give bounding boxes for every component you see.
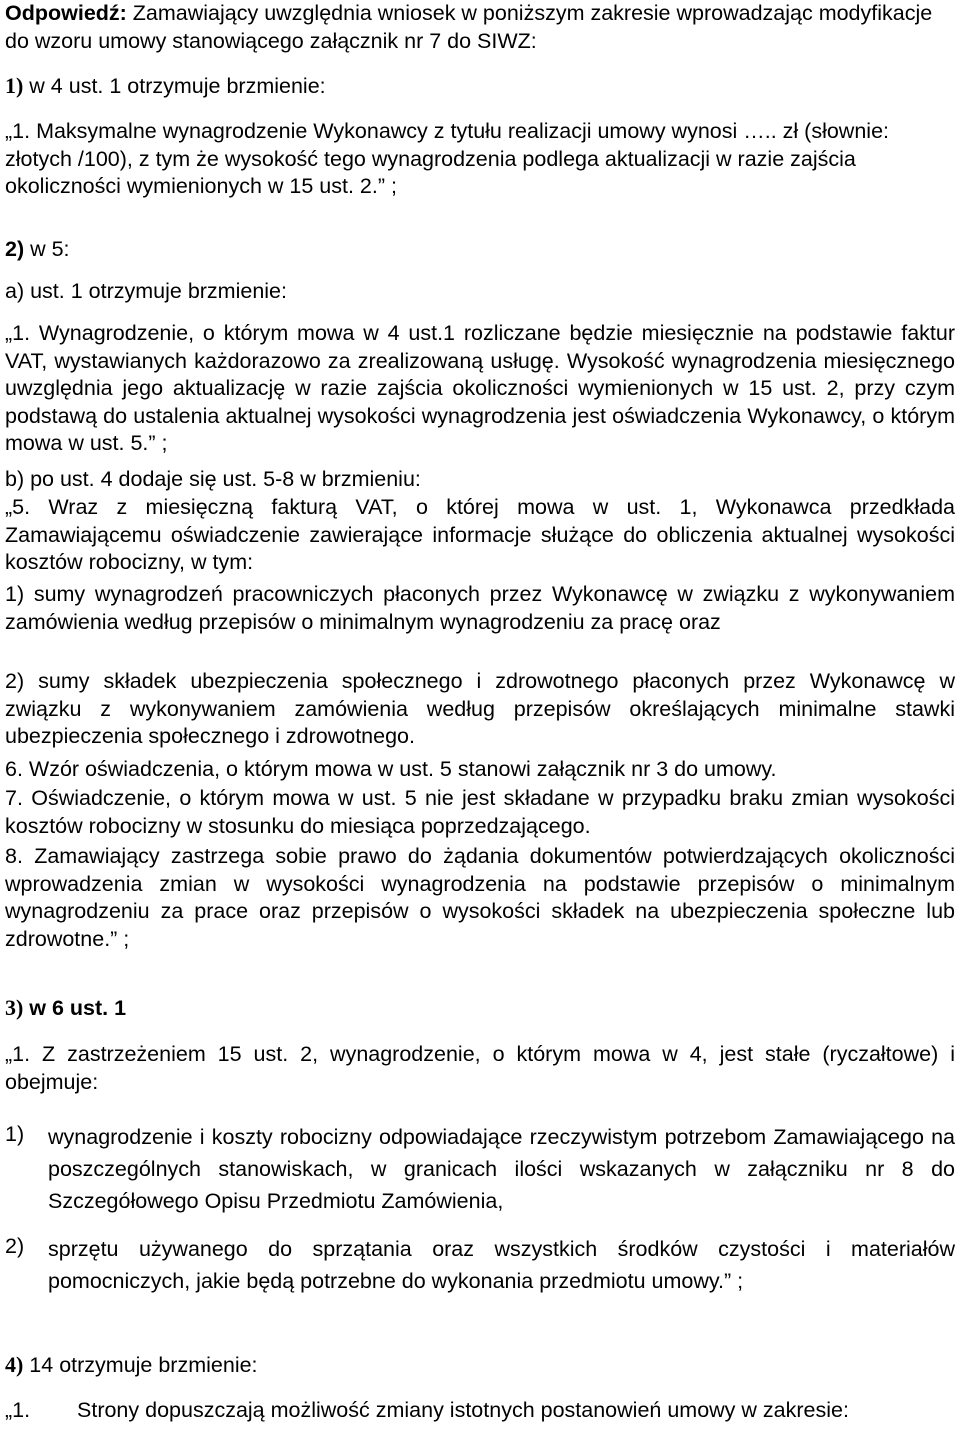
answer-text: Zamawiający uwzględnia wniosek w poniższym zakresie wprowadzając modyfikacje do wzoru umowy stanowiącego załącznik nr 7 do SIWZ: <box>5 1 933 53</box>
section-3-number: 3) <box>5 995 24 1020</box>
section-3-list-item-1 <box>5 1121 955 1211</box>
section-3-body: „1. Z zastrzeżeniem 15 ust. 2, wynagrodzenie, o którym mowa w 4, jest stałe (ryczałtowe) i obejmuje: <box>5 1042 955 1094</box>
section-4-title: 14 otrzymuje brzmienie: <box>23 1353 258 1377</box>
section-1-number: 1) <box>5 73 24 98</box>
section-2-title: w 5: <box>24 237 70 261</box>
section-3-heading <box>5 994 955 1023</box>
section-3-list-item-1-text: wynagrodzenie i koszty robocizny odpowiadające rzeczywistym potrzebom Zamawiającego na poszczególnych stanowiskach, w granicach ilości wskazanych w załączniku nr 8 do Szczegółowego Opisu Przedmiotu Zamówienia, <box>48 1125 955 1213</box>
answer-label: Odpowiedź: <box>5 1 127 25</box>
section-2b-paragraph-5-item-2: 2) sumy składek ubezpieczenia społecznego i zdrowotnego płaconych przez Wykonawcę w związku z wykonywaniem zamówienia według przepisów określających minimalne stawki ubezpieczenia społecznego i zdrowotnego. <box>5 669 955 748</box>
section-2b-paragraph-5-item-1: 1) sumy wynagrodzeń pracowniczych płaconych przez Wykonawcę w związku z wykonywaniem zamówienia według przepisów o minimalnym wynagrodzeniu za pracę oraz <box>5 582 955 634</box>
section-1-body: „1. Maksymalne wynagrodzenie Wykonawcy z tytułu realizacji umowy wynosi ….. zł (słownie: złotych /100), z tym że wysokość tego wynagrodzenia podlega aktualizacji w razie zajścia okoliczności wymienionych w 15 ust. 2.” ; <box>5 119 889 198</box>
section-1-heading <box>5 72 955 101</box>
section-3-list-item-2-text: sprzętu używanego do sprzątania oraz wszystkich środków czystości i materiałów pomocniczych, jakie będą potrzebne do wykonania przedmiotu umowy.” ; <box>48 1237 955 1293</box>
section-3-list-item-2 <box>5 1233 955 1293</box>
section-2b-paragraph-8: 8. Zamawiający zastrzega sobie prawo do żądania dokumentów potwierdzających okoliczności wprowadzenia zmian w wysokości wynagrodzenia na podstawie przepisów o minimalnym wynagrodzeniu za prace oraz przepisów o wysokości składek na ubezpieczenia społeczne lub zdrowotne.” ; <box>5 844 955 951</box>
section-2b-paragraph-6: 6. Wzór oświadczenia, o którym mowa w ust. 5 stanowi załącznik nr 3 do umowy. <box>5 757 777 781</box>
section-4-number: 4) <box>5 1352 24 1377</box>
section-2a-heading: a) ust. 1 otrzymuje brzmienie: <box>5 279 287 303</box>
section-3-list-item-2-number: 2) <box>5 1234 25 1258</box>
section-2-number: 2) <box>5 237 25 261</box>
answer-paragraph <box>5 0 955 55</box>
section-2a-body: „1. Wynagrodzenie, o którym mowa w 4 ust.1 rozliczane będzie miesięcznie na podstawie faktur VAT, wystawianych każdorazowo za zrealizowaną usługę. Wysokość wynagrodzenia miesięcznego uwzględnia jego aktualizację w razie zajścia okoliczności wymienionych w 15 ust. 2, przy czym podstawą do ustalenia aktualnej wysokości wynagrodzenia jest oświadczenia Wykonawcy, o którym mowa w ust. 5.” ; <box>5 321 955 455</box>
section-4-body <box>5 1397 955 1453</box>
section-4-heading <box>5 1351 955 1380</box>
section-2-heading <box>5 236 955 264</box>
section-3-list-item-1-number: 1) <box>5 1122 25 1146</box>
section-2b-paragraph-5: „5. Wraz z miesięczną fakturą VAT, o której mowa w ust. 1, Wykonawca przedkłada Zamawiającemu oświadczenie zawierające informacje służące do obliczenia aktualnej wysokości kosztów robocizny, w tym: <box>5 495 955 574</box>
section-2b-paragraph-7: 7. Oświadczenie, o którym mowa w ust. 5 nie jest składane w przypadku braku zmian wysokości kosztów robocizny w stosunku do miesiąca poprzedzającego. <box>5 786 955 838</box>
section-3-title: w 6 ust. 1 <box>23 996 127 1020</box>
section-4-body-text: Strony dopuszczają możliwość zmiany istotnych postanowień umowy w zakresie: <box>77 1398 849 1422</box>
section-2b-heading: b) po ust. 4 dodaje się ust. 5-8 w brzmieniu: <box>5 467 421 491</box>
section-1-title: w 4 ust. 1 otrzymuje brzmienie: <box>23 74 326 98</box>
section-4-body-number: „1. <box>5 1398 31 1422</box>
